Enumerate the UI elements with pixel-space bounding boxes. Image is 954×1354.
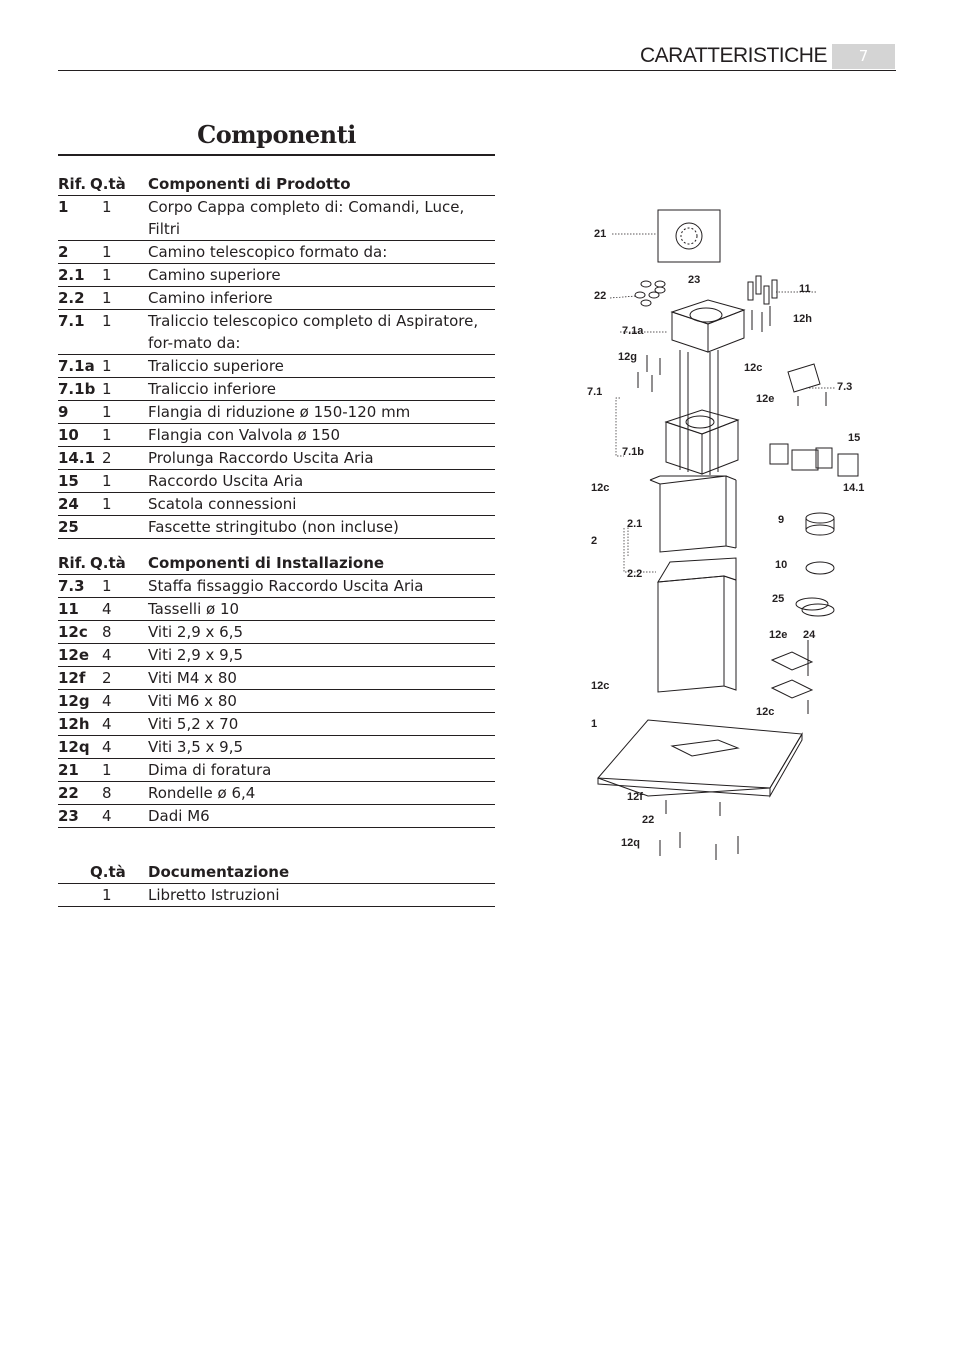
cell-qty: 1 [102,577,112,595]
cell-qty: 8 [102,623,112,641]
cell-qty: 1 [102,243,112,261]
washers-shape [635,281,665,306]
table-row [58,378,495,401]
cell-ref: 7.1 [58,312,85,330]
diagram-label: 12e [769,629,788,641]
diagram-label: 15 [848,432,861,444]
table-row [58,667,495,690]
cell-qty: 1 [102,886,112,904]
table-row [58,621,495,644]
cell-ref: 7.1a [58,357,95,375]
product-components-table [58,173,495,539]
page-number: 7 [832,44,895,69]
cell-ref: 23 [58,807,79,825]
cell-ref: 12e [58,646,90,664]
cell-desc: Prolunga Raccordo Uscita Aria [148,449,374,467]
table-row [58,759,495,782]
hood-body-shape [598,720,802,796]
diagram-label: 22 [594,290,607,302]
cell-ref: 12h [58,715,90,733]
table-row [58,598,495,621]
table-row [58,493,495,516]
diagram-label: 10 [775,559,788,571]
column-header-ref: Rif. [58,175,87,193]
cell-desc: Camino inferiore [148,289,273,307]
cell-ref: 1 [58,198,69,216]
page-title: Componenti [197,120,356,149]
diagram-label: 2.2 [627,568,643,580]
table-header-row [58,552,495,575]
connection-box-shape [772,652,812,698]
cell-ref: 9 [58,403,69,421]
cell-ref: 21 [58,761,79,779]
table-row [58,241,495,264]
header-divider [58,70,896,71]
diagram-label: 12c [591,482,610,494]
cell-qty: 1 [102,289,112,307]
cell-qty: 4 [102,715,112,733]
column-header-ref: Rif. [58,554,87,572]
upper-chimney-shape [650,476,736,552]
cell-qty: 4 [102,807,112,825]
cell-qty: 4 [102,600,112,618]
column-header-qty: Q.tà [90,863,126,881]
cell-ref: 10 [58,426,79,444]
diagram-label: 23 [688,274,701,286]
cell-desc: Corpo Cappa completo di: Comandi, Luce, Filtri [148,198,465,238]
cell-desc: Traliccio telescopico completo di Aspiratore, for-mato da: [148,312,479,352]
cell-ref: 2.1 [58,266,85,284]
cell-ref: 7.3 [58,577,85,595]
cell-desc: Camino telescopico formato da: [148,243,388,261]
diagram-label: 7.1b [622,446,645,458]
cell-ref: 25 [58,518,79,536]
table-row [58,424,495,447]
diagram-label: 12c [744,362,763,374]
column-header-desc: Componenti di Installazione [148,554,385,572]
diagram-label: 7.1 [587,386,603,398]
valve-flange-shape [806,562,834,574]
table-row [58,355,495,378]
diagram-label: 12q [621,837,640,849]
column-header-desc: Componenti di Prodotto [148,175,351,193]
table-row [58,690,495,713]
cell-qty: 1 [102,426,112,444]
diagram-label: 12c [591,680,610,692]
cell-desc: Viti 3,5 x 9,5 [148,738,244,756]
cell-qty [90,516,134,538]
diagram-label: 2 [591,535,598,547]
cell-desc: Dima di foratura [148,761,272,779]
diagram-label: 2.1 [627,518,643,530]
diagram-label: 12c [756,706,775,718]
table-row [58,782,495,805]
column-header-qty: Q.tà [90,554,126,572]
drilling-template-shape [658,210,720,262]
table-row [58,575,495,598]
cell-qty: 1 [102,198,112,216]
cell-ref: 2.2 [58,289,85,307]
cell-qty: 4 [102,738,112,756]
upper-frame-shape [672,300,744,475]
reduction-flange-shape [806,513,834,523]
column-header-desc: Documentazione [148,863,290,881]
cell-desc: Traliccio superiore [148,357,284,375]
cell-ref: 22 [58,784,79,802]
air-outlet-shape [770,444,858,476]
cell-qty: 4 [102,646,112,664]
cell-ref: 24 [58,495,79,513]
cell-desc: Raccordo Uscita Aria [148,472,304,490]
table-row [58,516,495,539]
cell-desc: Viti 5,2 x 70 [148,715,239,733]
table-row [58,884,495,907]
cell-desc: Viti 2,9 x 9,5 [148,646,244,664]
diagram-label: 9 [778,514,785,526]
cell-ref: 12c [58,623,88,641]
cell-qty: 1 [102,403,112,421]
diagram-label: 12g [618,351,637,363]
cell-ref: 11 [58,600,79,618]
wall-plugs-shape [748,276,777,332]
title-divider [58,154,495,156]
table-row [58,470,495,493]
cell-ref: 2 [58,243,69,261]
diagram-label: 12f [627,791,643,803]
cell-ref: 12q [58,738,90,756]
cell-desc: Scatola connessioni [148,495,297,513]
cell-qty: 4 [102,692,112,710]
column-header-ref [58,861,90,883]
cell-qty: 1 [102,312,112,330]
cell-qty: 1 [102,266,112,284]
diagram-label: 7.3 [837,381,853,393]
exploded-assembly-diagram [580,200,880,880]
cell-qty: 8 [102,784,112,802]
cell-qty: 1 [102,472,112,490]
table-row [58,713,495,736]
column-header-qty: Q.tà [90,175,126,193]
cell-desc: Flangia con Valvola ø 150 [148,426,341,444]
cell-desc: Flangia di riduzione ø 150-120 mm [148,403,411,421]
diagram-label: 12e [756,393,775,405]
diagram-label: 21 [594,228,607,240]
diagram-label: 24 [803,629,816,641]
diagram-label: 12h [793,313,812,325]
lower-chimney-shape [658,558,736,692]
diagram-label: 25 [772,593,785,605]
cell-ref: 15 [58,472,79,490]
cell-desc: Staffa fissaggio Raccordo Uscita Aria [148,577,424,595]
diagram-label: 11 [799,283,811,295]
cell-ref: 14.1 [58,449,96,467]
cell-ref: 12f [58,669,86,687]
section-header-title: CARATTERISTICHE [640,44,827,67]
cell-qty: 2 [102,669,112,687]
cell-desc: Tasselli ø 10 [148,600,240,618]
table-row [58,287,495,310]
cell-desc: Libretto Istruzioni [148,886,280,904]
cell-ref: 7.1b [58,380,96,398]
table-row [58,196,495,241]
cell-desc: Traliccio inferiore [148,380,277,398]
cell-qty: 1 [102,357,112,375]
table-row [58,310,495,355]
diagram-label: 1 [591,718,598,730]
diagram-label: 14.1 [843,482,865,494]
cell-qty: 1 [102,761,112,779]
table-header-row [58,173,495,196]
table-header-row [58,861,495,884]
documentation-table [58,861,495,907]
cell-desc: Dadi M6 [148,807,210,825]
lower-frame-shape [666,410,738,474]
installation-components-table [58,552,495,828]
cell-desc: Fascette stringitubo (non incluse) [148,518,399,536]
table-row [58,264,495,287]
cell-desc: Viti M4 x 80 [148,669,237,687]
cell-ref: 12g [58,692,90,710]
table-row [58,736,495,759]
cell-desc: Viti M6 x 80 [148,692,237,710]
table-row [58,644,495,667]
table-row [58,447,495,470]
cell-qty: 1 [102,380,112,398]
cell-qty: 2 [102,449,112,467]
cell-desc: Rondelle ø 6,4 [148,784,256,802]
cell-desc: Camino superiore [148,266,281,284]
table-row [58,401,495,424]
diagram-label: 22 [642,814,655,826]
diagram-label: 7.1a [622,325,644,337]
cell-ref [58,884,90,906]
table-row [58,805,495,828]
cell-qty: 1 [102,495,112,513]
cell-desc: Viti 2,9 x 6,5 [148,623,244,641]
